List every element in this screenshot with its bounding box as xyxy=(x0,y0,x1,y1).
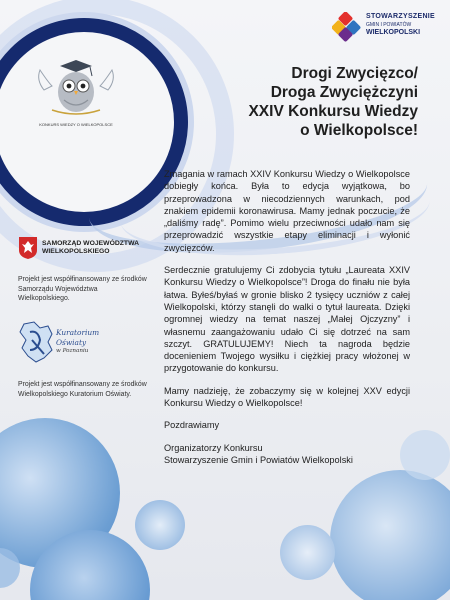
decorative-circle xyxy=(280,525,335,580)
kuratorium-name-line3: w Poznaniu xyxy=(56,348,89,354)
paragraph-congratulations: Serdecznie gratulujemy Ci zdobycia tytułu „Laureata XXIV Konkursu Wiedzy o Wielkopolsce”! Droga do finału nie była łatwa. Byłeś/byłaś w gronie blisko 2 tysięcy uczniów z całej Wielkopolski, którzy stanęli do walki o tytuł laureata. Dzięki ogromnej wiedzy na temat naszej „Małej Ojczyzny” i własnemu zaangażowaniu udało Ci się dotrzeć na sam szczyt. GRATULUJEMY! Niech ta nagroda będzie docenieniem Twojego wysiłku i ciężkiej pracy włożonej w przygotowanie do konkursu. xyxy=(164,265,410,374)
decorative-circle xyxy=(135,500,185,550)
title-line4: o Wielkopolsce! xyxy=(300,122,418,139)
organization-logo xyxy=(330,10,442,42)
owl-icon xyxy=(30,60,122,120)
title-line3: XXIV Konkursu Wiedzy xyxy=(248,103,418,120)
funding-note-kuratorium: Projekt jest współfinansowany ze środków Wielkopolskiego Kuratorium Oświaty. xyxy=(18,381,147,398)
signature-line1: Organizatorzy Konkursu xyxy=(164,442,263,453)
title-line2: Droga Zwyciężczyni xyxy=(270,84,418,101)
samorzad-name-line1: SAMORZĄD WOJEWÓDZTWA xyxy=(42,240,140,247)
organization-name-line2: GMIN I POWIATÓW xyxy=(366,22,412,28)
puzzle-logo-icon xyxy=(332,12,362,42)
organization-name-line3: WIELKOPOLSKI xyxy=(366,29,421,36)
samorzad-logo xyxy=(18,236,148,260)
title-line1: Drogi Zwycięzco/ xyxy=(291,65,418,82)
eagle-crest-icon xyxy=(18,236,38,260)
greeting: Pozdrawiamy xyxy=(164,420,220,431)
emblem-label: KONKURS WIEDZY O WIELKOPOLSCE xyxy=(39,122,113,127)
funding-note-samorzad: Projekt jest współfinansowany ze środków Samorządu Województwa Wielkopolskiego. xyxy=(18,276,147,303)
paragraph-closing: Mamy nadzieję, że zobaczymy się w kolejnej XXV edycji Konkursu Wiedzy o Wielkopolsce! xyxy=(164,385,410,409)
region-map-icon xyxy=(18,320,56,364)
samorzad-name-line2: WIELKOPOLSKIEGO xyxy=(42,248,110,255)
letter-body xyxy=(164,168,410,466)
signature-line2: Stowarzyszenie Gmin i Powiatów Wielkopolski xyxy=(164,454,353,465)
kuratorium-name-line2: Oświaty xyxy=(56,338,87,347)
organization-name-line1: STOWARZYSZENIE xyxy=(366,13,436,20)
contest-emblem xyxy=(30,60,122,140)
decorative-circle xyxy=(330,470,450,600)
kuratorium-logo xyxy=(18,320,138,364)
kuratorium-name-line1: Kuratorium xyxy=(56,328,100,337)
paragraph-intro: Zmagania w ramach XXIV Konkursu Wiedzy o Wielkopolsce dobiegły końca. Była to edycja wyjątkowa, bo przeprowadzona w niecodziennych warunkach, pod znakiem epidemii koronawirusa. Mamy jednak poczucie, że „daliśmy radę”. Pomimo wielu przeciwności udało nam się przeprowadzić wszystkie etapy eliminacji i wyłonić zwycięzców. xyxy=(164,169,410,253)
page-title xyxy=(158,64,418,140)
